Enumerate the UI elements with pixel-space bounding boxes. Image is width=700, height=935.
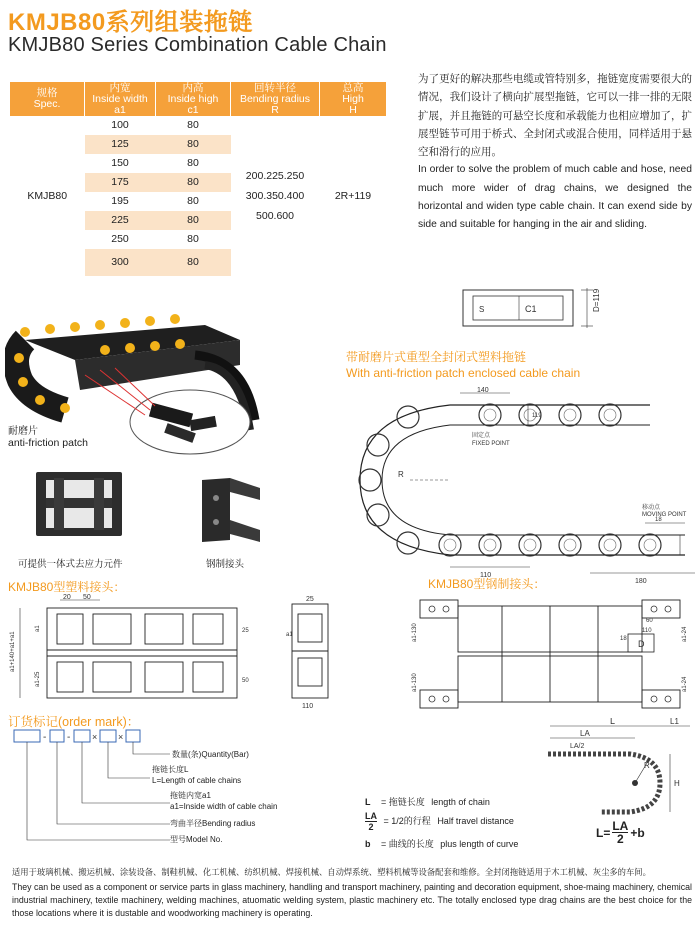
travel-r-label: R — [644, 761, 650, 770]
order-line-3: 拖链内宽a1 — [170, 791, 211, 800]
dim-a1-24b: a1-24 — [682, 676, 688, 692]
height-cell: 80 — [156, 192, 231, 211]
times-1: × — [92, 732, 98, 742]
legend-b-en: plus length of curve — [440, 839, 519, 849]
d-label: D=119 — [592, 288, 601, 312]
travel-l-label: L — [610, 718, 616, 726]
steel-d-label: D — [638, 639, 645, 649]
sep-2: - — [67, 732, 71, 743]
width-cell: 195 — [85, 192, 156, 211]
formula-left: L= — [596, 825, 611, 840]
legend-la-symbol: LA — [365, 811, 377, 821]
enclosed-title-cn: 带耐磨片式重型全封闭式塑料拖链 — [346, 350, 527, 364]
width-cell: 175 — [85, 173, 156, 192]
dim-25b: 25 — [306, 596, 314, 603]
height-cell: 80 — [156, 211, 231, 230]
chain-photo — [5, 300, 265, 455]
moving-label: MOVING POINT — [642, 512, 687, 518]
legend-la-cn: = 1/2的行程 — [383, 815, 431, 826]
footer — [12, 866, 692, 920]
width-cell: 300 — [85, 249, 156, 276]
footer-cn: 适用于玻璃机械、搬运机械、涂装设备、制鞋机械、化工机械、纺织机械、焊接机械、自动焊系统、塑料机械等设备配套和维修。全封闭拖链适用于木工机械、灰尘多的车间。 — [12, 867, 651, 877]
header-high: 总高 High H — [320, 82, 387, 116]
moving-cn: 移动点 — [642, 505, 661, 511]
legend-row-b — [365, 837, 565, 851]
order-line-5: 弯曲半径Bending radius — [170, 819, 256, 828]
dim-18b: 18 — [620, 636, 627, 642]
steel-bracket-photo — [190, 470, 270, 550]
height-cell: 80 — [156, 249, 231, 276]
plastic-joint-drawing — [5, 592, 270, 710]
enclosed-title-en: With anti-friction patch enclosed cable chain — [346, 366, 581, 380]
legend-l-cn: = 拖链长度 — [381, 797, 425, 807]
height-cell: 80 — [156, 154, 231, 173]
legend-row-l — [365, 795, 565, 809]
formula-right: +b — [630, 825, 645, 840]
dim-a1-24: a1-24 — [682, 626, 688, 642]
strain-relief-photo — [32, 468, 127, 548]
steel-joint-drawing — [410, 592, 692, 717]
patch-label-en: anti-friction patch — [8, 437, 88, 449]
s-label: S — [479, 305, 485, 314]
height-cell: 80 — [156, 173, 231, 192]
dim-25: 25 — [242, 628, 249, 634]
cross-section-drawing — [455, 284, 615, 334]
a1-side-label: a1 — [286, 632, 293, 638]
fixed-cn: 固定点 — [472, 433, 491, 439]
formula-denom: 2 — [617, 832, 624, 846]
width-cell: 125 — [85, 135, 156, 154]
intro-en: In order to solve the problem of much cable and hose, need much more wider of drag chains, we designed the horizontal and widen type cable chain. It can exend side by side and suitable for hanging in the air and sliding. — [418, 164, 692, 231]
plastic-section-title: KMJB80型塑料接头： — [8, 580, 126, 594]
height-cell: 80 — [156, 116, 231, 135]
formula — [596, 820, 645, 845]
header-width: 内宽 Inside width a1 — [85, 82, 156, 116]
order-line-0: 数量(条)Quantity(Bar) — [172, 750, 249, 759]
width-cell: 225 — [85, 211, 156, 230]
legend-la-denom: 2 — [368, 822, 374, 832]
r-label: R — [398, 470, 404, 479]
travel-h-label: H — [674, 779, 680, 788]
page-subtitle: KMJB80 Series Combination Cable Chain — [8, 34, 387, 56]
formula-num: LA — [612, 819, 629, 833]
height-cell: 80 — [156, 135, 231, 154]
intro-text — [418, 70, 692, 235]
footer-en: They can be used as a component or service parts in glass machinery, handling and transport machinery, painting and decoration equipment, shoe-maing machinery, chemical industrial machinery, textile machinery, welding machines, atuomatic welding system, plastic machinery etc. The totally enclosed type drag chains are the best choice for the those locations where it is dustable and woodworking machinery is operating. — [12, 882, 692, 918]
dim-119: 119 — [532, 413, 542, 419]
dim-50b: 50 — [242, 678, 249, 684]
order-mark-diagram — [10, 728, 310, 852]
height-cell: 80 — [156, 230, 231, 249]
dim-60: 60 — [646, 618, 653, 624]
enclosed-chain-drawing — [350, 385, 695, 585]
travel-la2-label: LA/2 — [570, 743, 585, 750]
intro-cn: 为了更好的解决那些电缆或管特别多，拖链宽度需要很大的情况，我们设计了横向扩展型拖链，它可以一排一排的无限扩展，并且拖链的可悬空长度和承载能力也相应增加了，扩展型链节可用于桥式、全封闭式或混合使用，同样适用于悬空和滑行的应用。 — [418, 73, 692, 159]
fixed-label: FIXED POINT — [472, 441, 510, 447]
dim-180: 180 — [635, 578, 647, 585]
dim-110b: 110 — [302, 703, 314, 710]
plastic-side-view — [282, 596, 337, 711]
header-spec: 规格 Spec. — [10, 82, 85, 116]
legend-la-en: Half travel distance — [437, 815, 514, 826]
dim-a1-130b: a1-130 — [412, 673, 418, 692]
legend-row-la — [365, 811, 565, 832]
width-cell: 150 — [85, 154, 156, 173]
legend-l-symbol: L — [365, 797, 371, 807]
dim-a1-130: a1-130 — [412, 623, 418, 642]
order-title: 订货标记(order mark)： — [8, 715, 140, 729]
total-high-cell: 2R+119 — [320, 116, 387, 276]
sep-1: - — [43, 732, 47, 743]
times-2: × — [118, 732, 124, 742]
dim-50: 50 — [83, 594, 91, 601]
strain-relief-caption: 可提供一体式去应力元件 — [18, 559, 123, 570]
header-height: 内高 Inside high c1 — [156, 82, 231, 116]
dim-110: 110 — [480, 572, 492, 579]
spec-cell: KMJB80 — [10, 116, 85, 276]
legend-b-cn: = 曲线的长度 — [381, 839, 434, 849]
order-line-4: a1=Inside width of cable chain — [170, 802, 278, 811]
header-radius: 回转半径 Bending radius R — [231, 82, 320, 116]
dim-20: 20 — [63, 594, 71, 601]
legend-l-en: length of chain — [431, 797, 490, 807]
dim-140: 140 — [477, 387, 489, 394]
steel-section-title: KMJB80型钢制接头： — [428, 577, 546, 591]
dim-a1-140: a1+140+a1+a1 — [10, 631, 16, 672]
dim-18: 18 — [655, 517, 662, 523]
page-title: KMJB80系列组装拖链 — [8, 9, 253, 36]
dim-110c: 110 — [642, 628, 652, 634]
spec-table — [10, 82, 387, 276]
travel-l1-label: L1 — [670, 718, 679, 726]
order-line-2: L=Length of cable chains — [152, 776, 242, 785]
width-cell: 250 — [85, 230, 156, 249]
radius-cell: 200.225.250 300.350.400 500.600 — [231, 116, 320, 276]
a1-label: a1 — [35, 625, 41, 632]
legend-b-symbol: b — [365, 839, 371, 849]
travel-la-label: LA — [580, 729, 590, 738]
steel-bracket-caption: 钢制接头 — [206, 559, 245, 570]
width-cell: 100 — [85, 116, 156, 135]
dim-a1-25: a1-25 — [35, 671, 41, 687]
order-line-1: 拖链长度L — [152, 765, 189, 774]
order-line-6: 型号Model No. — [170, 835, 223, 844]
patch-label-cn: 耐磨片 — [8, 426, 38, 437]
c1-label: C1 — [525, 304, 537, 314]
